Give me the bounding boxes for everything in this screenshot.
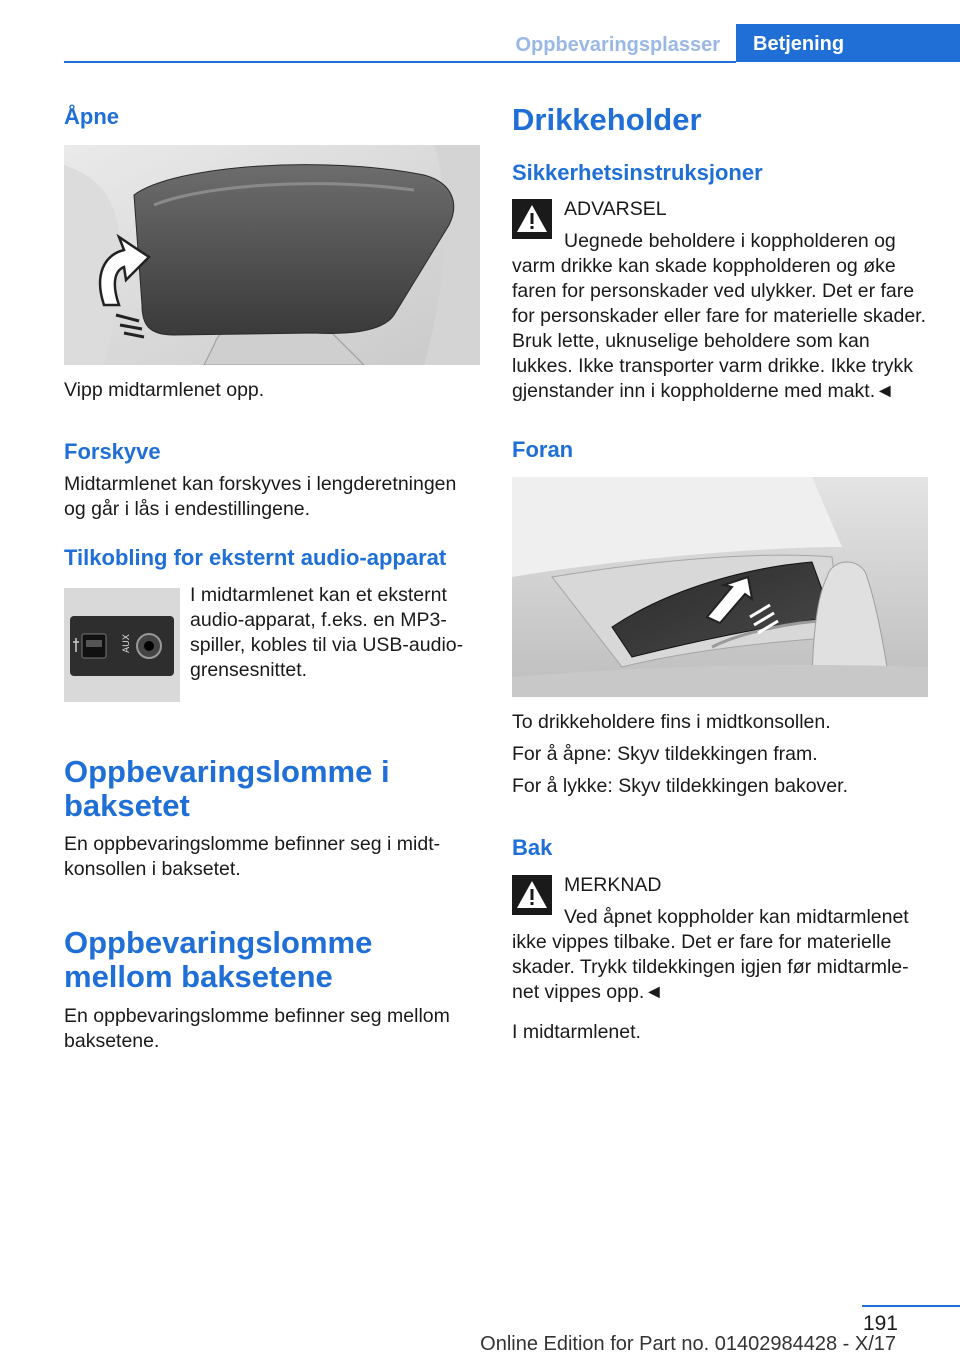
- open-caption: Vipp midtarmlenet opp.: [64, 379, 265, 401]
- open-heading: Åpne: [64, 104, 119, 129]
- safety-heading: Sikkerhetsinstruksjoner: [512, 160, 763, 185]
- audio-text: I midtarmlenet kan et eksternt audio-apparat, f.eks. en MP3-spiller, kobles til via USB-audio-grensesnittet.: [190, 584, 464, 681]
- audio-heading: Tilkobling for eksternt audio-apparat: [64, 545, 447, 570]
- rear-heading: Bak: [512, 835, 553, 860]
- header-section-label: Oppbevaringsplasser: [515, 34, 720, 56]
- slide-text: Midtarmlenet kan forskyves i lengderetningen og går i lås i endestillingene.: [64, 473, 457, 520]
- cupholder-title: Drikkeholder: [512, 102, 702, 137]
- svg-text:AUX: AUX: [122, 634, 132, 653]
- footer-edition: Online Edition for Part no. 01402984428 - X/17: [480, 1333, 896, 1355]
- front-heading: Foran: [512, 437, 574, 462]
- rear-text: I midtarmlenet.: [512, 1021, 641, 1043]
- armrest-open-illustration: [64, 145, 480, 365]
- note-text: Ved åpnet koppholder kan midtarmlenet ikke vippes tilbake. Det er fare for materielle skader. Trykk tildekkingen igjen før midtarmlenet vippes opp.◄: [512, 906, 909, 1003]
- front-line-3: For å lykke: Skyv tildekkingen bakover.: [512, 775, 848, 797]
- header-rule: [64, 61, 736, 63]
- front-cupholder-illustration: [512, 477, 928, 697]
- slide-heading: Forskyve: [64, 439, 161, 464]
- rear-pocket-text: En oppbevaringslomme befinner seg i midtkonsollen i baksetet.: [64, 833, 441, 880]
- front-line-1: To drikkeholdere fins i midtkonsollen.: [512, 711, 831, 733]
- between-seats-text: En oppbevaringslomme befinner seg mellom baksetene.: [64, 1005, 450, 1052]
- note-label: MERKNAD: [564, 874, 662, 896]
- rear-pocket-heading: Oppbevaringslomme i baksetet: [64, 754, 390, 823]
- header-chapter-tab: Betjening: [736, 24, 960, 62]
- between-seats-heading: Oppbevaringslomme mellom baksetene: [64, 925, 373, 994]
- footer-rule: [862, 1305, 960, 1307]
- warning-label: ADVARSEL: [564, 198, 667, 220]
- page-number: 191: [862, 1312, 898, 1335]
- front-line-2: For å åpne: Skyv tildekkingen fram.: [512, 743, 818, 765]
- usb-aux-port-illustration: [64, 588, 180, 702]
- warning-text: Uegnede beholdere i koppholderen og varm drikke kan skade koppholderen og øke faren for personskader ved ulykker. Det er fare for personskader eller fare for materielle skader. Bruk lette, uknuselige beholdere som kan lukkes. Ikke transporter varm drikke. Ikke trykk gjenstander inn i koppholderne med makt.◄: [512, 230, 927, 402]
